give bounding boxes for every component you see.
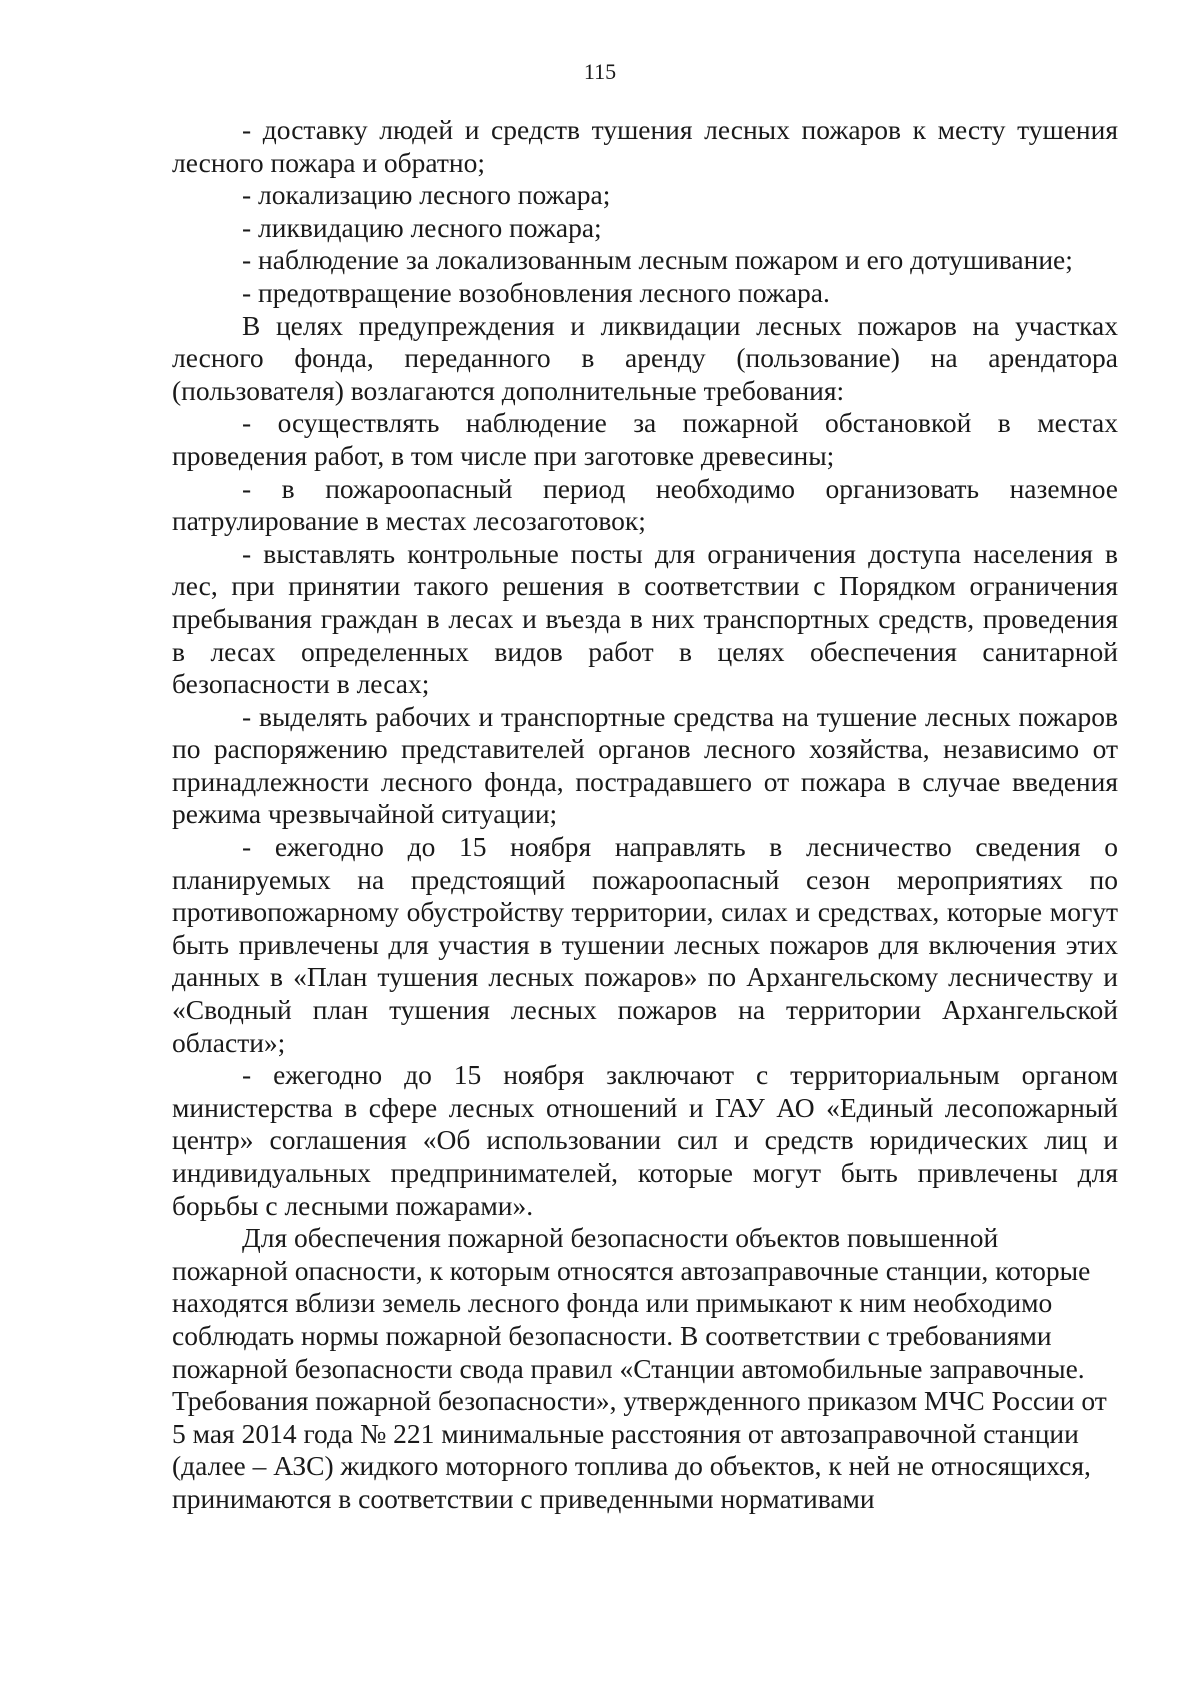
paragraph-localization: - локализацию лесного пожара; bbox=[242, 179, 611, 211]
paragraph-observation: - наблюдение за локализованным лесным пожаром и его дотушивание; bbox=[242, 244, 1073, 276]
paragraph-fire-monitoring: - осуществлять наблюдение за пожарной обстановкой в местах проведения работ, в том числе при заготовке древесины; bbox=[172, 407, 1118, 471]
page-number: 115 bbox=[583, 59, 617, 84]
paragraph-workers-vehicles: - выделять рабочих и транспортные средства на тушение лесных пожаров по распоряжению представителей органов лесного хозяйства, независимо от принадлежности лесного фонда, пострадавшего от пожара в случае введения режима чрезвычайной ситуации; bbox=[172, 700, 1118, 830]
page-body bbox=[172, 114, 1118, 1516]
paragraph-delivery: - доставку людей и средств тушения лесных пожаров к месту тушения лесного пожара и обратно; bbox=[172, 114, 1118, 178]
paragraph-control-posts: - выставлять контрольные посты для ограничения доступа населения в лес, при принятии такого решения в соответствии с Порядком ограничения пребывания граждан в лесах и въезда в них транспортных средств, проведения в лесах определенных видов работ в целях обеспечения санитарной безопасности в лесах; bbox=[172, 537, 1118, 700]
paragraph-gas-stations: Для обеспечения пожарной безопасности объектов повышенной пожарной опасности, к которым относятся автозаправочные станции, которые находятся вблизи земель лесного фонда или примыкают к ним необходимо соблюдать нормы пожарной безопасности. В соответствии с требованиями пожарной безопасности свода правил «Станции автомобильные заправочные. Требования пожарной безопасности», утвержденного приказом МЧС России от 5 мая 2014 года № 221 минимальные расстояния от автозаправочной станции (далее – АЗС) жидкого моторного топлива до объектов, к ней не относящихся, принимаются в соответствии с приведенными нормативами bbox=[172, 1222, 1107, 1514]
paragraph-annual-report: - ежегодно до 15 ноября направлять в лесничество сведения о планируемых на предстоящий пожароопасный сезон мероприятиях по противопожарному обустройству территории, силах и средствах, которые могут быть привлечены для участия в тушении лесных пожаров для включения этих данных в «План тушения лесных пожаров» по Архангельскому лесничеству и «Сводный план тушения лесных пожаров на территории Архангельской области»; bbox=[172, 831, 1118, 1058]
paragraph-liquidation: - ликвидацию лесного пожара; bbox=[242, 211, 602, 243]
paragraph-ground-patrol: - в пожароопасный период необходимо организовать наземное патрулирование в местах лесозаготовок; bbox=[172, 472, 1118, 537]
paragraph-lessee-requirements: В целях предупреждения и ликвидации лесных пожаров на участках лесного фонда, переданного в аренду (пользование) на арендатора (пользователя) возлагаются дополнительные требования: bbox=[172, 309, 1118, 406]
paragraph-agreements: - ежегодно до 15 ноября заключают с территориальным органом министерства в сфере лесных отношений и ГАУ АО «Единый лесопожарный центр» соглашения «Об использовании сил и средств юридических лиц и индивидуальных предпринимателей, которые могут быть привлечены для борьбы с лесными пожарами». bbox=[172, 1059, 1118, 1221]
paragraph-prevention: - предотвращение возобновления лесного пожара. bbox=[242, 276, 830, 308]
